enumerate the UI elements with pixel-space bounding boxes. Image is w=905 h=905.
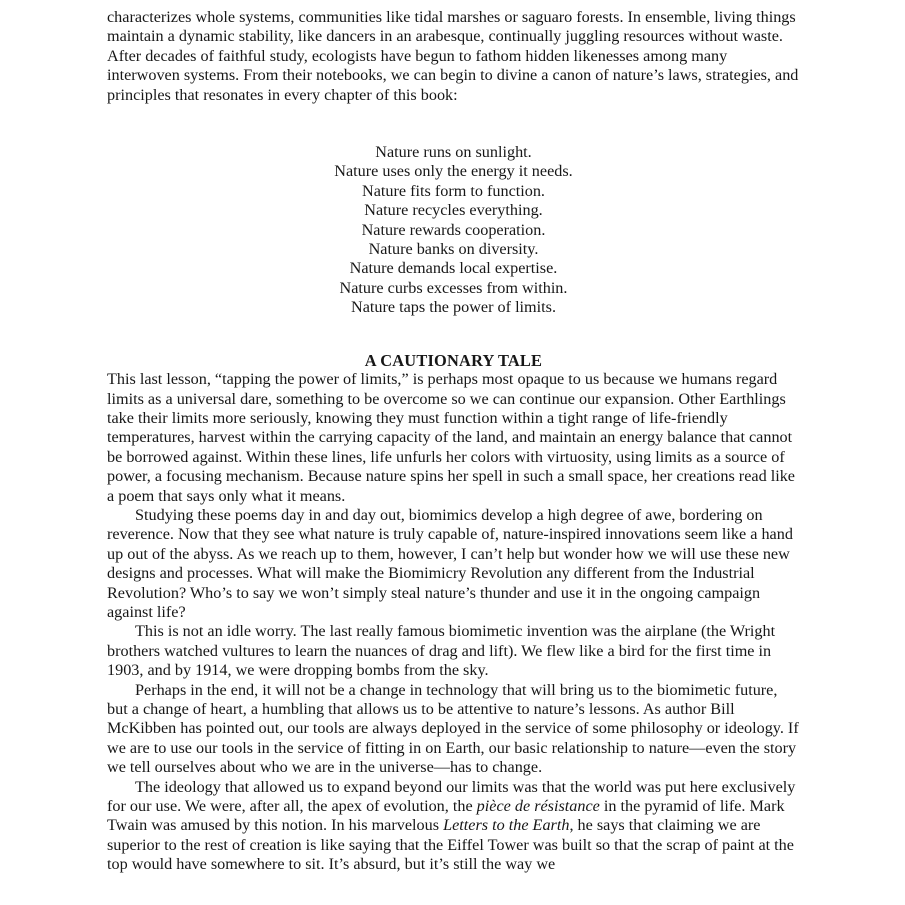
canon-line: Nature fits form to function. — [362, 181, 545, 200]
paragraph-ideology-text: The ideology that allowed us to expand beyond our limits was that the world was put here exclusively for our use. We were, after all, the apex of evolution, the — [107, 777, 796, 816]
paragraph-ideology — [107, 778, 800, 875]
canon-list — [107, 143, 800, 318]
canon-line: Nature runs on sunlight. — [375, 143, 532, 162]
section-heading: A CAUTIONARY TALE — [364, 350, 543, 370]
paragraph-limits: This last lesson, “tapping the power of limits,” is perhaps most opaque to us because we humans regard limits as a universal dare, something to be overcome so we can continue our expansion. Other Earthlings take their limits more seriously, knowing they must function within a tight range of life-friendly temperatures, harvest within the carrying capacity of the land, and maintain an energy balance that cannot be borrowed against. Within these lines, life unfurls her colors with virtuosity, using limits as a source of power, a focusing mechanism. Because nature spins her spell in such a small space, her creations read like a poem that says only what it means. — [107, 370, 795, 505]
canon-line: Nature demands local expertise. — [349, 259, 558, 278]
italic-phrase-letters-to-the-earth: Letters to the Earth — [443, 816, 570, 835]
canon-line: Nature recycles everything. — [364, 201, 543, 220]
canon-line: Nature curbs excesses from within. — [339, 278, 568, 297]
paragraph-studying: Studying these poems day in and day out, biomimics develop a high degree of awe, bordering on reverence. Now that they see what nature is truly capable of, nature-inspired innovations seem like a hand up out of the abyss. As we reach up to them, however, I can’t help but wonder how we will use these new designs and processes. What will make the Biomimicry Revolution any different from the Industrial Revolution? Who’s to say we won’t simply steal nature’s thunder and use it in the ongoing campaign against life? — [107, 505, 793, 621]
canon-line: Nature taps the power of limits. — [351, 298, 556, 317]
paragraph-idle-worry: This is not an idle worry. The last really famous biomimetic invention was the airplane (the Wright brothers watched vultures to learn the nuances of drag and lift). We flew like a bird for the first time in 1903, and by 1914, we were dropping bombs from the sky. — [107, 622, 776, 680]
paragraph-ideology-text: , he says that claiming we are superior to the rest of creation is like saying that the Eiffel Tower was built so that the scrap of paint at the top would have somewhere to sit. It’s absurd, but it’s still the way we — [107, 816, 794, 874]
canon-line: Nature uses only the energy it needs. — [334, 162, 573, 181]
paragraph-intro-continuation: characterizes whole systems, communities like tidal marshes or saguaro forests. In ensemble, living things maintain a dynamic stability, like dancers in an arabesque, continually juggling resources without waste. After decades of faithful study, ecologists have begun to fathom hidden likenesses among many interwoven systems. From their notebooks, we can begin to divine a canon of nature’s laws, strategies, and principles that resonates in every chapter of this book: — [107, 8, 799, 104]
canon-line: Nature banks on diversity. — [368, 240, 539, 259]
paragraph-ideology-text: in the pyramid of life. Mark Twain was amused by this notion. In his marvelous — [107, 797, 785, 835]
canon-line: Nature rewards cooperation. — [361, 220, 546, 239]
italic-phrase-piece-de-resistance: pièce de résistance — [476, 797, 600, 816]
paragraph-change-of-heart: Perhaps in the end, it will not be a change in technology that will bring us to the biomimetic future, but a change of heart, a humbling that allows us to be attentive to nature’s lessons. As author Bill McKibben has pointed out, our tools are always deployed in the service of some philosophy or ideology. If we are to use our tools in the service of fitting in on Earth, our basic relationship to nature—even the story we tell ourselves about who we are in the universe—has to change. — [107, 680, 799, 777]
